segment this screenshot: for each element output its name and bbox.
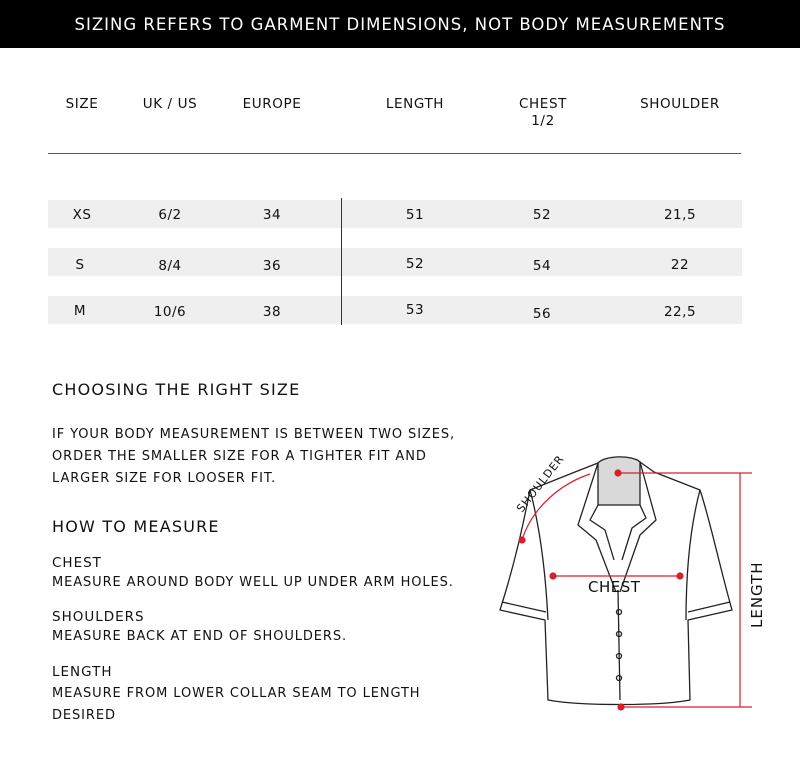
table-cell: 54 [532, 258, 552, 274]
choosing-line: ORDER THE SMALLER SIZE FOR A TIGHTER FIT AND [52, 449, 427, 464]
measure-point [618, 704, 624, 710]
choosing-line: LARGER SIZE FOR LOOSER FIT. [52, 471, 277, 486]
choosing-title: CHOOSING THE RIGHT SIZE [52, 380, 301, 399]
chest-text: MEASURE AROUND BODY WELL UP UNDER ARM HOLES. [52, 575, 454, 590]
table-cell: 36 [262, 258, 282, 274]
table-cell: XS [72, 207, 92, 223]
header-divider [48, 153, 741, 154]
table-cell: 51 [405, 207, 425, 223]
banner-text: SIZING REFERS TO GARMENT DIMENSIONS, NOT BODY MEASUREMENTS [74, 14, 726, 34]
table-cell: 56 [532, 306, 552, 322]
shoulders-title: SHOULDERS [52, 609, 145, 625]
table-cell: S [75, 257, 85, 273]
table-cell: 10/6 [153, 304, 187, 320]
length-text [52, 683, 420, 727]
table-cell: 52 [532, 207, 552, 223]
table-cell: 6/2 [158, 207, 182, 223]
measure-point [550, 573, 556, 579]
measure-point [519, 537, 525, 543]
table-cell: M [73, 303, 87, 319]
shoulders-text: MEASURE BACK AT END OF SHOULDERS. [52, 629, 348, 644]
measure-point [615, 470, 621, 476]
header-chest [503, 96, 583, 130]
table-cell: 8/4 [158, 258, 182, 274]
shirt-sleeve-hem-left [502, 602, 546, 612]
table-cell: 53 [405, 302, 425, 318]
length-label: LENGTH [748, 561, 766, 628]
shirt-collar-back [598, 457, 640, 505]
chest-label: CHEST [588, 578, 641, 596]
shirt-sleeve-hem-right [688, 602, 730, 612]
length-title: LENGTH [52, 664, 113, 680]
length-line: MEASURE FROM LOWER COLLAR SEAM TO LENGTH [52, 686, 421, 701]
table-cell: 22 [670, 257, 690, 273]
header-size: SIZE [65, 96, 99, 112]
header-chest-sub: 1/2 [531, 113, 555, 129]
shirt-lapel-left [590, 505, 614, 560]
header-shoulder: SHOULDER [640, 96, 720, 112]
choosing-text [52, 424, 455, 490]
choosing-line: IF YOUR BODY MEASUREMENT IS BETWEEN TWO SIZES, [52, 427, 456, 442]
table-cell: 52 [405, 256, 425, 272]
table-cell: 34 [262, 207, 282, 223]
table-column-separator [341, 198, 342, 325]
shirt-sleeve-seam-right [686, 490, 700, 620]
length-line: DESIRED [52, 708, 116, 723]
header-uk-us: UK / US [142, 96, 198, 112]
table-cell: 38 [262, 304, 282, 320]
shirt-measurement-diagram [490, 450, 790, 720]
header-chest-label: CHEST [519, 96, 567, 112]
header-length: LENGTH [385, 96, 445, 112]
shoulder-label: SHOULDER [514, 452, 567, 515]
how-title: HOW TO MEASURE [52, 517, 220, 536]
measure-point [677, 573, 683, 579]
header-banner [0, 0, 800, 48]
shirt-placket [618, 590, 620, 700]
chest-title: CHEST [52, 555, 102, 571]
header-europe: EUROPE [242, 96, 302, 112]
table-cell: 22,5 [663, 304, 697, 320]
table-cell: 21,5 [663, 207, 697, 223]
